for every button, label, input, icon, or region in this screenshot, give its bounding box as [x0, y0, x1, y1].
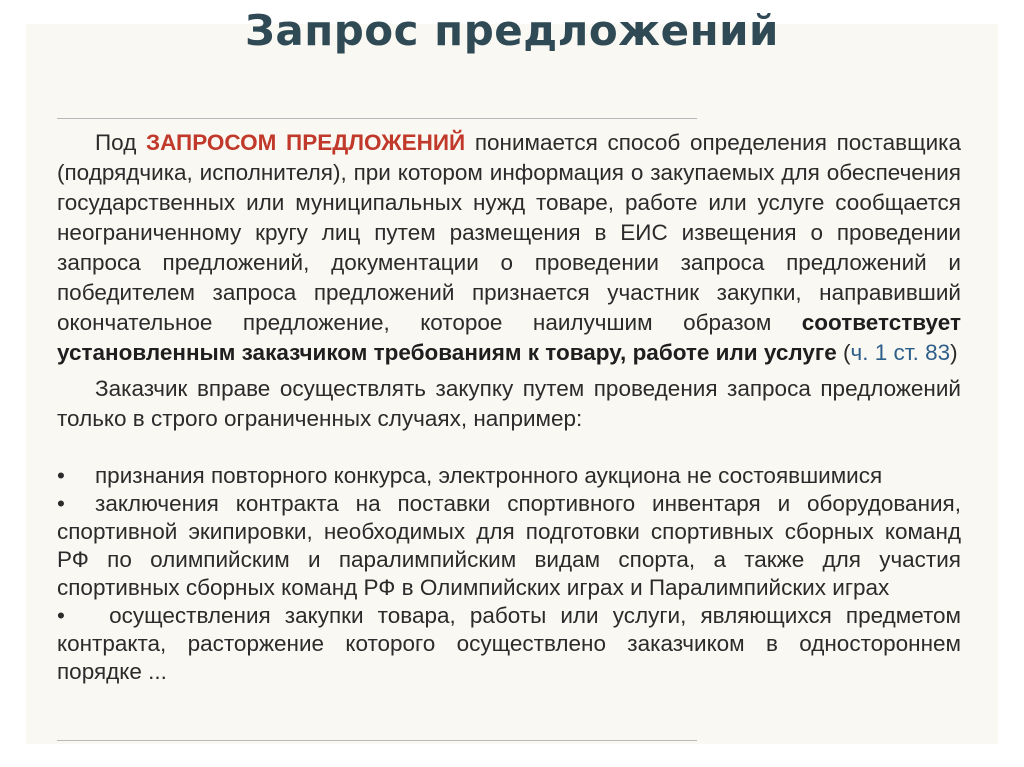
bullet-icon: •: [57, 463, 65, 488]
list-item-text: заключения контракта на поставки спортивного инвентаря и оборудования, спортивной экипировки, необходимых для подготовки спортивных сборных команд РФ по олимпийским и паралимпийским видам спорта, а также для участия спортивных сборных команд РФ в Олимпийских играх и Паралимпийских играх: [57, 491, 961, 600]
list-item-text: осуществления закупки товара, работы или услуги, являющихся предметом контракта, расторжение которого осуществлено заказчиком в одностороннем порядке ...: [57, 603, 961, 684]
bullet-icon: •: [57, 603, 65, 628]
definition-text: понимается способ определения поставщика (подрядчика, исполнителя), при котором информация о закупаемых для обеспечения государственных или муниципальных нужд товаре, работе или услуге сообщается неограниченному кругу лиц путем размещения в ЕИС извещения о проведении запроса предложений, документации о проведении запроса предложений и победителем запроса предложений признается участник закупки, направивший окончательное предложение, которое наилучшим образом: [57, 130, 961, 335]
definition-emphasis: соответствует установленным заказчиком требованиям к товару, работе или услуге: [57, 310, 961, 365]
bullet-icon: •: [57, 491, 65, 516]
slide-body: [57, 128, 961, 686]
definition-lead: Под: [95, 130, 146, 155]
list-item: [57, 602, 961, 686]
law-reference: ч. 1 ст. 83: [850, 340, 951, 365]
page-title: Запрос предложений: [245, 6, 779, 55]
cases-paragraph: Заказчик вправе осуществлять закупку путем проведения запроса предложений только в строго ограниченных случаях, например:: [57, 376, 961, 431]
top-divider: [57, 118, 697, 119]
bottom-divider: [57, 740, 697, 741]
list-item: [57, 462, 961, 490]
cases-list: [57, 462, 961, 686]
reference-open: (: [836, 340, 851, 365]
reference-close: ): [950, 340, 958, 365]
list-item-text: признания повторного конкурса, электронного аукциона не состоявшимися: [95, 463, 883, 488]
definition-paragraph: [57, 128, 961, 368]
list-item: [57, 490, 961, 602]
definition-term: ЗАПРОСОМ ПРЕДЛОЖЕНИЙ: [146, 130, 466, 155]
